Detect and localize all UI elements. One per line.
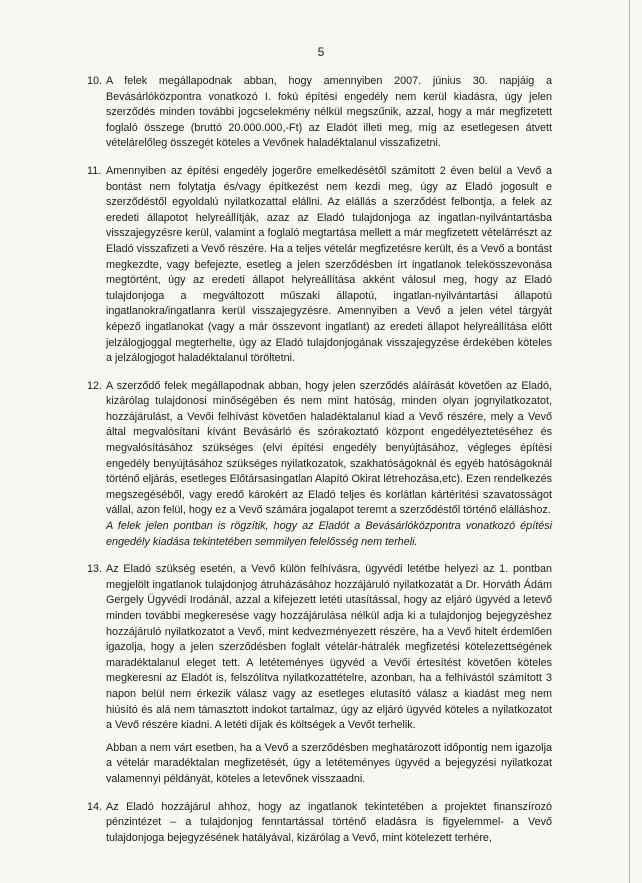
paragraph-number: 13. [87,563,103,576]
paragraph-text: Az Eladó hozzájárul ahhoz, hogy az ingatlanok tekintetében a projektet finanszírozó pénzintézet – a tulajdonjog fenntartással történő eladásra is figyelemmel- a Vevő tulajdonjoga bejegyzésének hatályával, kizárólag a Vevő, mint kötelezett terhére, [106,800,552,844]
paragraph-10 [87,74,552,152]
paragraph-text: Az Eladó szükség esetén, a Vevő külön felhívásra, ügyvédi letétbe helyezi az 1. pontban megjelölt ingatlanok tulajdonjog átruházásához hozzájáruló nyilatkozatát a Dr. Horváth Ádám Gergely Ügyvédi Irodánál, azzal a kifejezett letéti utasítással, hogy az eljáró ügyvéd a letevő minden további megkeresése vagy hozzájárulása nélkül adja ki a tulajdonjog bejegyzéshez hozzájáruló nyilatkozatot a Vevő, mint kedvezményezett részére, ha a Vevő hitelt érdemlően igazolja, hogy a jelen szerződésben foglalt vételár-hátralék megfizetési kötelezettségének maradéktalanul eleget tett. A letéteményes ügyvéd a Vevői értesítést követően köteles megkeresni az Eladót is, felszólítva nyilatkozattételre, azonban, ha a felhívástól számított 3 napon belül nem érkezik válasz vagy az esetleges elutasító válasz a kiadást meg nem hiúsító és alá nem támasztott indokot tartalmaz, úgy az eljáró ügyvéd köteles a nyilatkozatot a Vevő részére kiadni. A letéti díjak és költségek a Vevőt terhelik. [106,563,552,732]
paragraph-12 [87,379,552,551]
paragraph-text: A szerződő felek megállapodnak abban, hogy jelen szerződés aláírását követően az Eladó, kizárólag tulajdonosi minőségében és nem mint hatóság, minden olyan jognyilatkozatot, hozzájárulást, a Vevői felhívást követően haladéktalanul kiad a Vevő részére, mely a Vevő által megvalósítani kívánt Bevásárló és szórakoztató központ engedélyeztetéséhez és megvalósításához szükséges (elvi építési engedély benyújtásához, végleges építési engedély benyújtásához szükséges nyilatkozatok, szakhatóságoknál és egyéb hatóságoknál történő eljárás, esetleges Előtársasingatlan Alapító Okirat létrehozása,etc). Ezen rendelkezés megszegéséből, vagy eredő károkért az Eladó teljes és korlátlan kártérítési szavatosságot vállal, azon felül, hogy ez a Vevő számára jogalapot teremt a szerződéstől történő elálláshoz. [106,379,552,517]
paragraph-number: 11. [87,164,102,177]
scan-edge-line [629,0,630,883]
paragraph-text: A felek megállapodnak abban, hogy amennyiben 2007. június 30. napjáig a Bevásárlóközpontra vonatkozó I. fokú építési engedély nem kerül kiadásra, úgy jelen szerződés minden további jogcselekmény nélkül megszűnik, azzal, hogy a már megfizetett foglaló összege (bruttó 20.000.000,-Ft) az Eladót illeti meg, míg az esetlegesen átvett vételárelőleg összegét köteles a Vevőnek haladéktalanul visszafizetni. [106,75,552,150]
paragraph-14 [87,800,552,847]
paragraph-number: 10. [87,75,103,87]
paragraph-11 [87,164,552,367]
paragraph-number: 14. [87,800,103,813]
paragraph-number: 12. [87,379,103,392]
page-number: 5 [317,45,325,59]
document-body [88,74,552,858]
paragraph-italic-note: A felek jelen pontban is rögzítik, hogy az Eladót a Bevásárlóközpontra vonatkozó építési engedély kiadása tekintetében semmilyen felelősség nem terheli. [106,520,552,548]
paragraph-text: Amennyiben az építési engedély jogerőre emelkedésétől számított 2 éven belül a Vevő a bontást nem folytatja és/vagy építkezést nem kezdi meg, úgy az Eladó jogosult e szerződéstől egyoldalú nyilatkozattal elállni. Az elállás a szerződést felbontja, a felek az eredeti állapotot helyreállítják, azaz az Eladó tulajdonjoga az ingatlan-nyilvántartásba visszajegyzésre kerül, valamint a foglaló megtartása mellett a már megfizetett vételárrészt az Eladó visszafizeti a Vevő részére. Ha a teljes vételár megfizetésre került, és a Vevő a bontást megkezdte, vagy befejezte, esetleg a jelen szerződésben írt ingatlanok telekösszevonása megtörtént, úgy az eredeti állapot helyreállítása akként válosul meg, hogy az Eladó tulajdonjoga a megváltozott műszaki állapotú, ingatlan-nyilvántartási állapotú ingatlanokra/ingatlanra kerül visszajegyzésre. Amennyiben a Vevő a jelen vétel tárgyát képező ingatlanokat (vagy a már összevont ingatlant) az eredeti állapot helyreállítása előtt jelzálogjoggal megterhelte, úgy az Eladó tulajdonjogának visszajegyzése érdekében köteles a jelzálogjogot haladéktalanul töröltetni. [106,164,552,365]
paragraph-13 [87,562,552,787]
paragraph-text-continued: Abban a nem várt esetben, ha a Vevő a szerződésben meghatározott időpontig nem igazolja a vételár maradéktalan megfizetését, úgy a letéteményes ügyvéd a bejegyzési nyilatkozat valamennyi példányát, köteles a letevőnek visszaadni. [106,741,552,785]
